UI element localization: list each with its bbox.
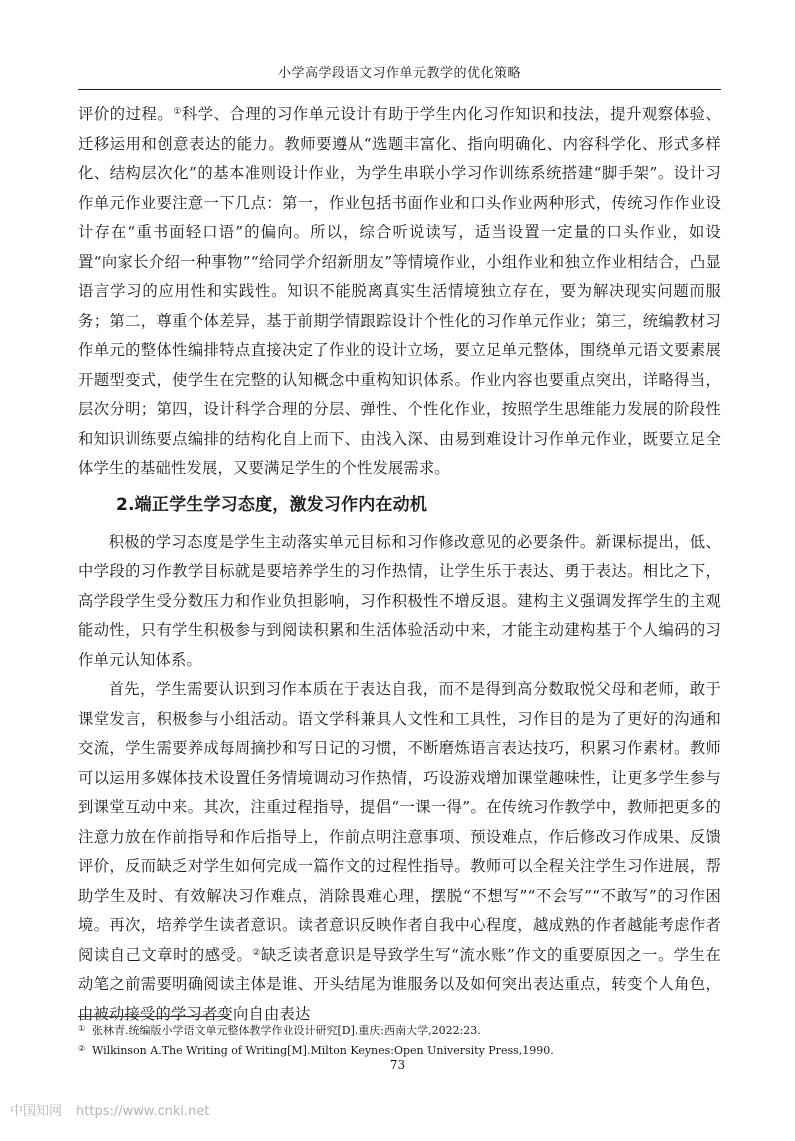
footnote-ref-2[interactable]: ② <box>252 947 261 958</box>
footnote-1-mark: ① <box>78 1024 86 1033</box>
body-text <box>78 100 721 1029</box>
watermark-brand: 中国知网 <box>10 1104 63 1119</box>
footnote-2-text: Wilkinson A.The Writing of Writing[M].Milton Keynes:Open University Press,1990. <box>92 1044 554 1057</box>
paragraph-1-text-a: 评价的过程。 <box>78 105 174 123</box>
footnote-rule <box>78 1016 228 1017</box>
section-heading: 2.端正学生学习态度，激发习作内在动机 <box>116 494 428 515</box>
running-header: 小学高学段语文习作单元教学的优化策略 <box>277 66 521 81</box>
watermark-url: https://www.cnki.net <box>76 1104 210 1119</box>
page-number: 73 <box>389 1058 406 1072</box>
footnote-2-mark: ② <box>78 1044 86 1053</box>
cnki-watermark <box>10 1100 209 1119</box>
paragraph-3-text-a: 首先，学生需要认识到习作本质在于表达自我，而不是得到高分数取悦父母和老师，敢于课堂发言，积极参与小组活动。语文学科兼具人文性和工具性，习作目的是为了更好的沟通和交流，学生需要养成每周摘抄和写日记的习惯，不断磨炼语言表达技巧，积累习作素材。教师可以运用多媒体技术设置任务情境调动习作热情，巧设游戏增加课堂趣味性，让更多学生参与到课堂互动中来。其次，注重过程指导，提倡“一课一得”。在传统习作教学中，教师把更多的注意力放在作前指导和作后指导上，作前点明注意事项、预设难点，作后修改习作成果、反馈评价，反而缺乏对学生如何完成一篇作文的过程性指导。教师可以全程关注学生习作进展，帮助学生及时、有效解决习作难点，消除畏难心理，摆脱“不想写”“不会写”“不敢写”的习作困境。再次，培养学生读者意识。读者意识反映作者自我中心程度，越成熟的作者越能考虑作者阅读自己文章时的感受。 <box>78 680 721 964</box>
paragraph-3-text-b: 缺乏读者意识是导致学生写“流水账”作文的重要原因之一。学生在动笔之前需要明确阅读主体是谁、开头结尾为谁服务以及如何突出表达重点，转变个人角色，由被动接受的学习者变向自由表达 <box>78 945 721 1023</box>
footnotes <box>78 1020 721 1060</box>
footnote-2 <box>78 1040 721 1060</box>
paragraph-1 <box>78 100 721 484</box>
paragraph-3 <box>78 675 721 1029</box>
footnote-1-text: 张林青.统编版小学语文单元整体教学作业设计研究[D].重庆:西南大学,2022:23. <box>92 1024 481 1037</box>
footnote-1 <box>78 1020 721 1040</box>
paragraph-2: 积极的学习态度是学生主动落实单元目标和习作修改意见的必要条件。新课标提出，低、中学段的习作教学目标就是要培养学生的习作热情，让学生乐于表达、勇于表达。相比之下，高学段学生受分数压力和作业负担影响，习作积极性不增反退。建构主义强调发挥学生的主观能动性，只有学生积极参与到阅读积累和生活体验活动中来，才能主动建构基于个人编码的习作单元认知体系。 <box>78 532 721 669</box>
footnote-ref-1[interactable]: ① <box>173 107 182 117</box>
paragraph-1-text-b: 科学、合理的习作单元设计有助于学生内化习作知识和技法，提升观察体验、迁移运用和创意表达的能力。教师要遵从“选题丰富化、指向明确化、内容科学化、形式多样化、结构层次化”的基本准则设计作业，为学生串联小学习作训练系统搭建“脚手架”。设计习作单元作业要注意一下几点：第一，作业包括书面作业和口头作业两种形式，传统习作作业设计存在“重书面轻口语”的偏向。所以，综合听说读写，适当设置一定量的口头作业，如设置“向家长介绍一种事物”“给同学介绍新朋友”等情境作业，小组作业和独立作业相结合，凸显语言学习的应用性和实践性。知识不能脱离真实生活情境独立存在，要为解决现实问题而服务；第二，尊重个体差异，基于前期学情跟踪设计个性化的习作单元作业；第三，统编教材习作单元的整体性编排特点直接决定了作业的设计立场，要立足单元整体，围绕单元语文要素展开题型变式，使学生在完整的认知概念中重构知识体系。作业内容也要重点突出，详略得当，层次分明；第四，设计科学合理的分层、弹性、个性化作业，按照学生思维能力发展的阶段性和知识训练要点编排的结构化自上而下、由浅入深、由易到难设计习作单元作业，既要立足全体学生的基础性发展，又要满足学生的个性发展需求。 <box>78 105 721 477</box>
header-rule <box>78 89 721 90</box>
